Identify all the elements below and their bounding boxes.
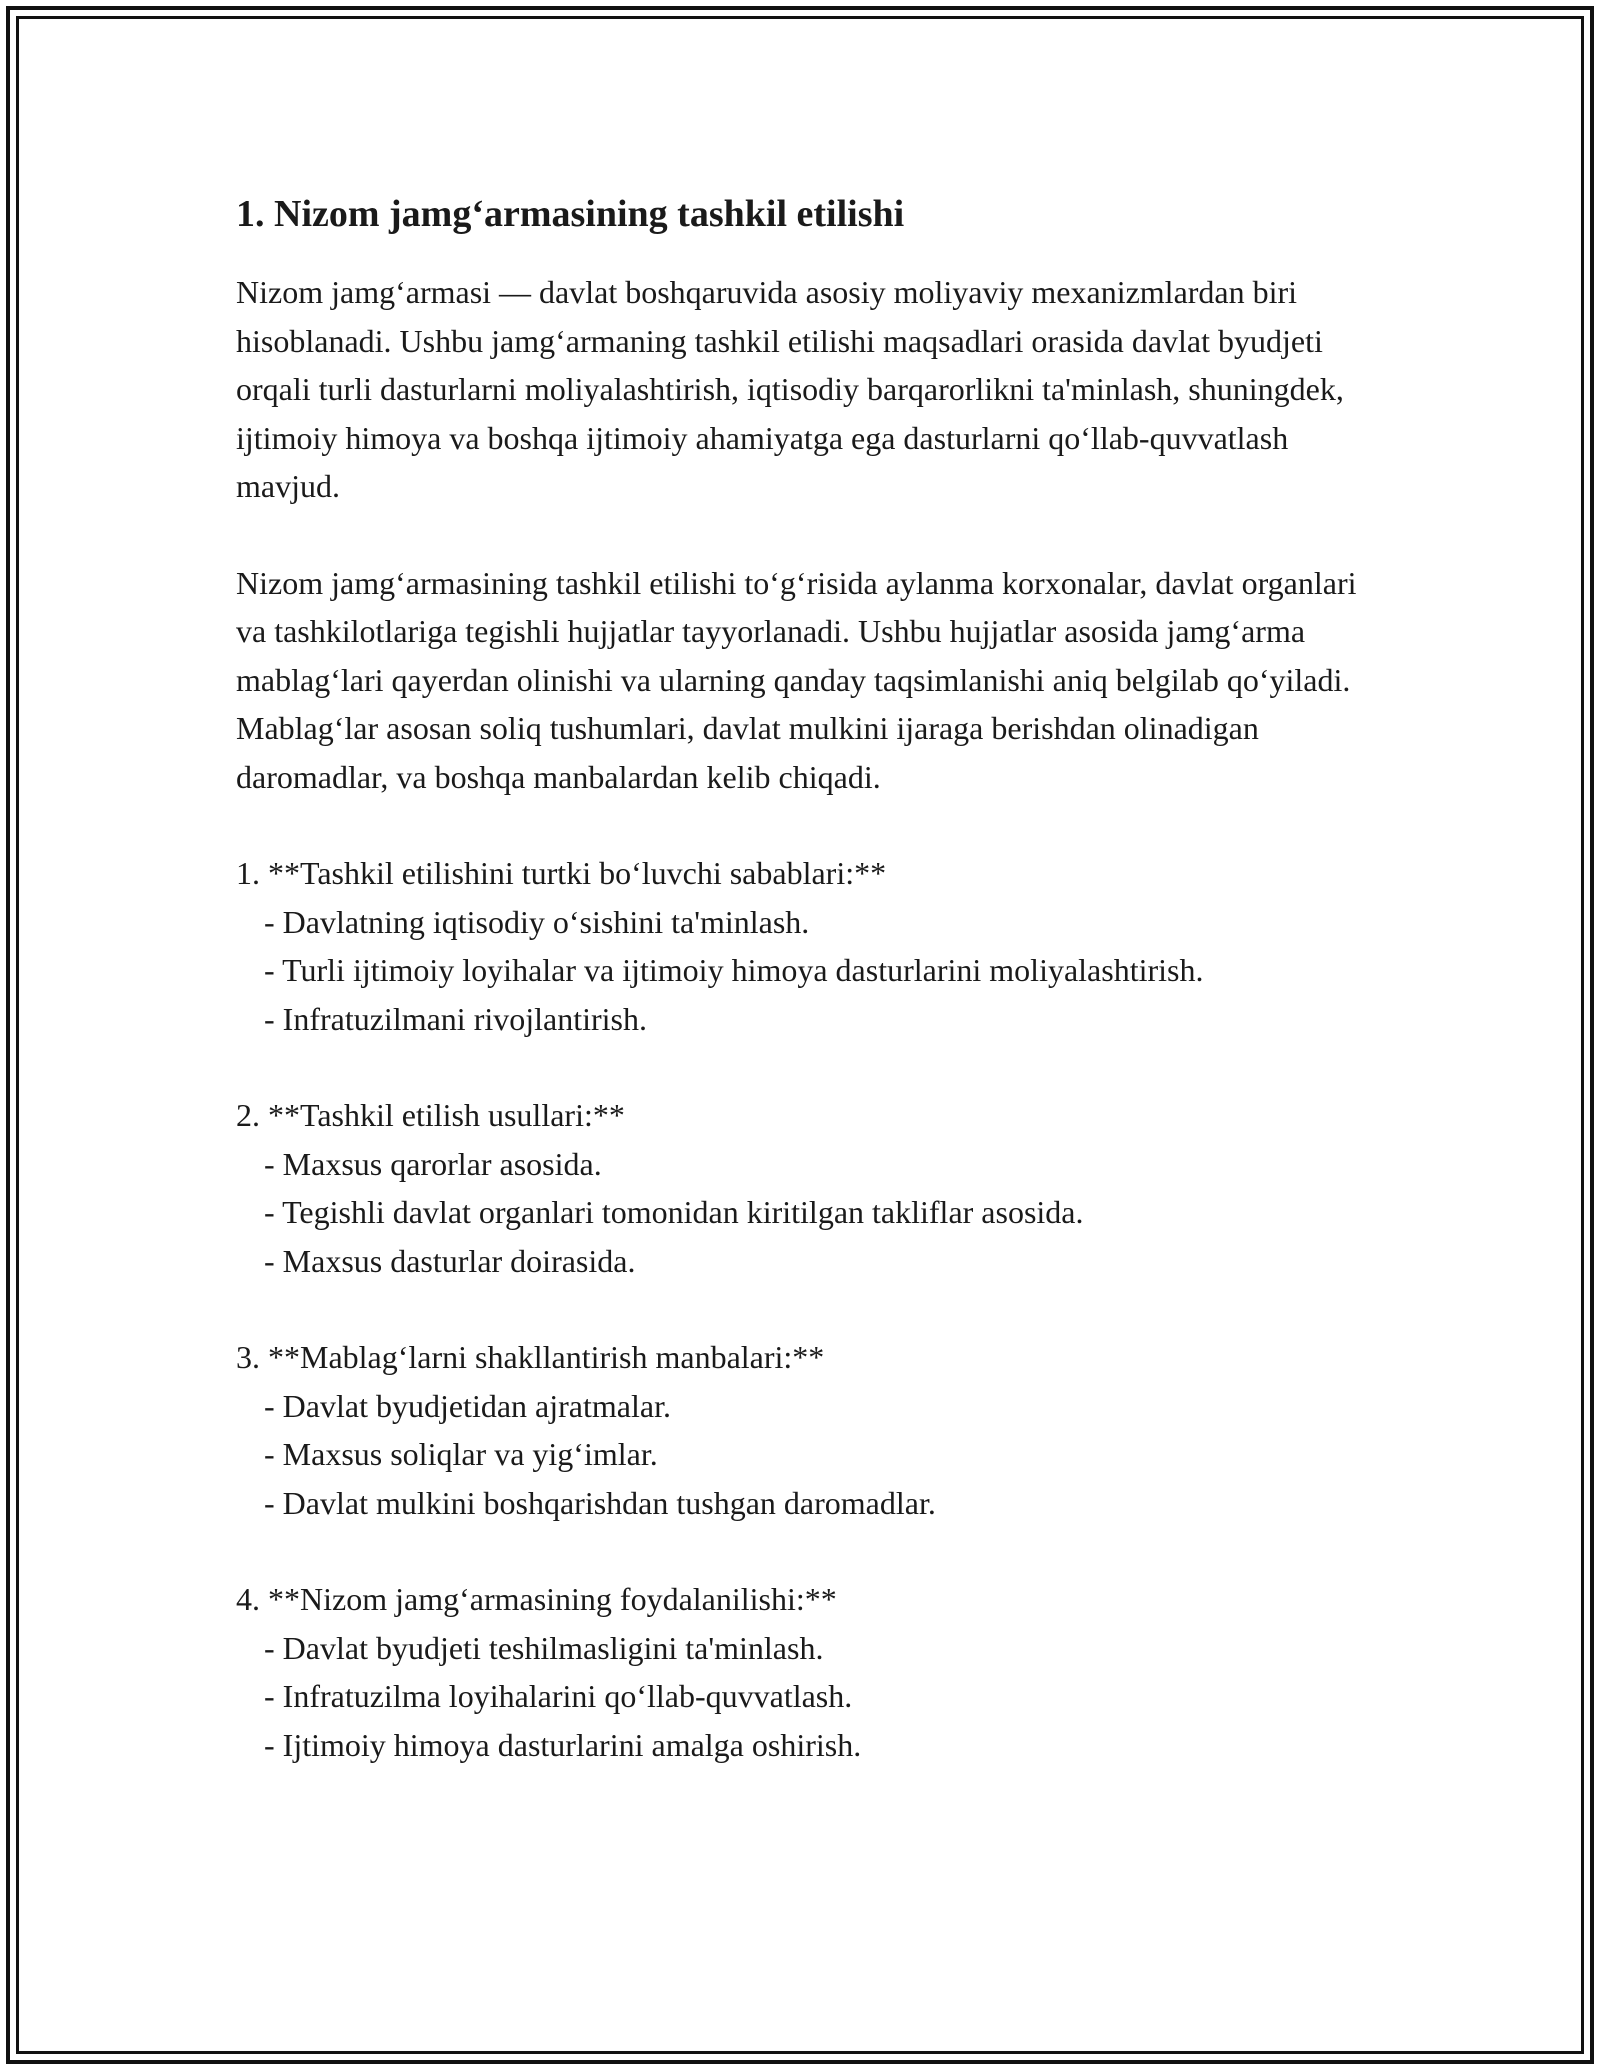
bullet-list: [236, 898, 1376, 1044]
document-heading: 1. Nizom jamg‘armasining tashkil etilishi: [236, 193, 905, 235]
document-body: [236, 186, 1376, 1817]
section-methods: [236, 1091, 1376, 1285]
list-item: - Turli ijtimoiy loyihalar va ijtimoiy himoya dasturlarini moliyalashtirish.: [264, 952, 1204, 988]
list-item: - Infratuzilma loyihalarini qo‘llab-quvvatlash.: [264, 1678, 853, 1714]
list-item: - Davlatning iqtisodiy o‘sishini ta'minlash.: [264, 903, 810, 940]
section-usage: [236, 1575, 1376, 1769]
paragraph-documents: Nizom jamg‘armasining tashkil etilishi to‘g‘risida aylanma korxonalar, davlat organlari va tashkilotlariga tegishli hujjatlar tayyorlanadi. Ushbu hujjatlar asosida jamg‘arma mablag‘lari qayerdan olinishi va ularning qanday taqsimlanishi aniq belgilab qo‘yiladi. Mablag‘lar asosan soliq tushumlari, davlat mulkini ijaraga berishdan olinadigan daromadlar, va boshqa manbalardan kelib chiqadi.: [236, 564, 1357, 795]
section-title: 4. **Nizom jamg‘armasining foydalanilishi:**: [236, 1581, 837, 1617]
list-item: - Maxsus dasturlar doirasida.: [264, 1242, 636, 1279]
paragraph-intro: Nizom jamg‘armasi — davlat boshqaruvida asosiy moliyaviy mexanizmlardan biri hisoblanadi. Ushbu jamg‘armaning tashkil etilishi maqsadlari orasida davlat byudjeti orqali turli dasturlarni moliyalashtirish, iqtisodiy barqarorlikni ta'minlash, shuningdek, ijtimoiy himoya va boshqa ijtimoiy ahamiyatga ega dasturlarni qo‘llab-quvvatlash mavjud.: [236, 274, 1344, 504]
list-item: - Maxsus qarorlar asosida.: [264, 1145, 602, 1182]
list-item: - Davlat byudjetidan ajratmalar.: [264, 1387, 671, 1424]
section-title: 3. **Mablag‘larni shakllantirish manbalari:**: [236, 1339, 825, 1375]
list-item: - Infratuzilmani rivojlantirish.: [264, 1000, 647, 1037]
list-item: - Davlat mulkini boshqarishdan tushgan daromadlar.: [264, 1484, 936, 1521]
list-item: - Tegishli davlat organlari tomonidan kiritilgan takliflar asosida.: [264, 1194, 1084, 1230]
list-item: - Davlat byudjeti teshilmasligini ta'minlash.: [264, 1629, 824, 1666]
bullet-list: [236, 1140, 1376, 1286]
bullet-list: [236, 1624, 1376, 1770]
section-funding-sources: [236, 1333, 1376, 1527]
section-reasons: [236, 849, 1376, 1043]
list-item: - Maxsus soliqlar va yig‘imlar.: [264, 1436, 658, 1472]
section-title: 2. **Tashkil etilish usullari:**: [236, 1097, 625, 1133]
section-title: 1. **Tashkil etilishini turtki bo‘luvchi sabablari:**: [236, 855, 887, 891]
bullet-list: [236, 1382, 1376, 1528]
list-item: - Ijtimoiy himoya dasturlarini amalga oshirish.: [264, 1726, 862, 1763]
